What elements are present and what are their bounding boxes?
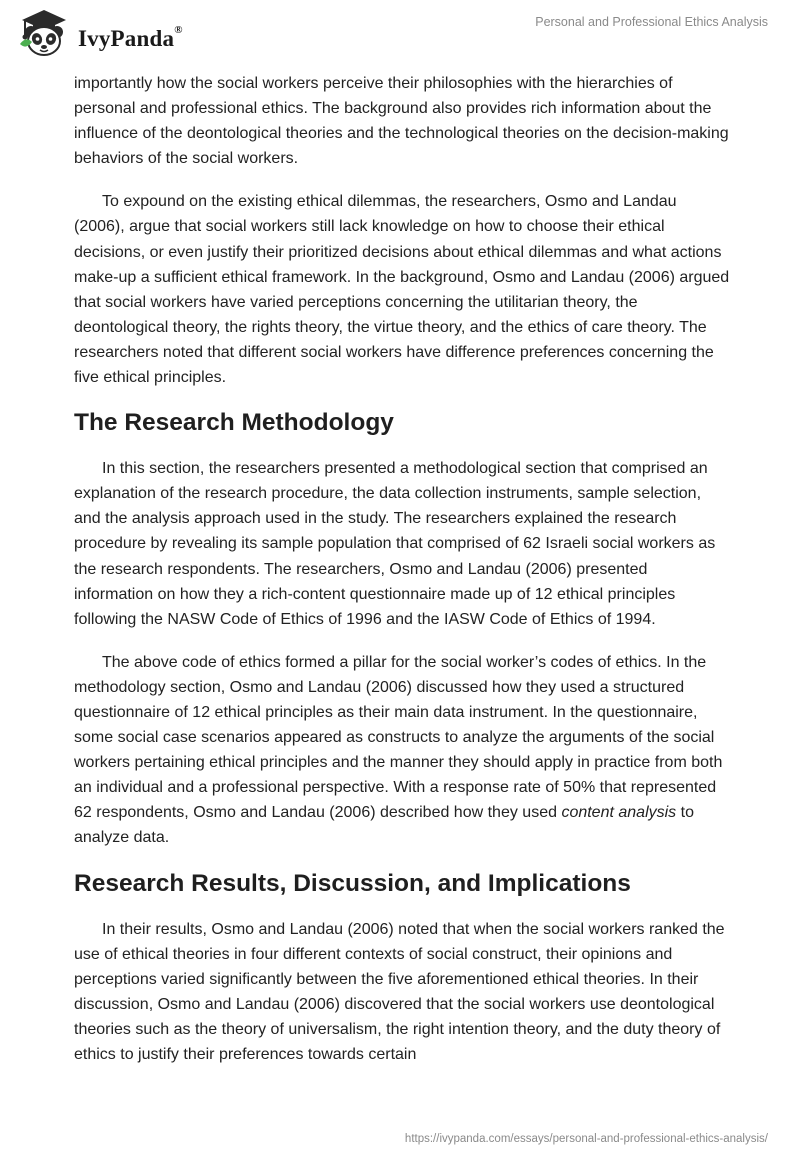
- essay-body: [74, 71, 730, 1085]
- paragraph-5: In their results, Osmo and Landau (2006) noted that when the social workers ranked the use of ethical theories in four different contexts of social construct, their opinions and perceptions varied significantly between the five aforementioned ethical theories. In their discussion, Osmo and Landau (2006) discovered that the social workers use deontological theories such as the theory of universalism, the right intention theory, and the duty theory of ethics to justify their preferences towards certain: [74, 920, 725, 1063]
- paragraph-4-text-b: to analyze data.: [74, 804, 694, 847]
- paragraph-4: [74, 650, 730, 851]
- paragraph-4-text-a: The above code of ethics formed a pillar for the social worker’s codes of ethics. In the methodology section, Osmo and Landau (2006) discussed how they used a structured questionnaire of 12 ethical principles as their main data instrument. In the questionnaire, some social case scenarios appeared as constructs to analyze the arguments of the social workers pertaining ethical principles and the manner they should apply in practice from both an individual and a professional perspective. With a response rate of 50% that represented 62 respondents, Osmo and Landau (2006) described how they used: [74, 653, 723, 822]
- document-title: Personal and Professional Ethics Analysis: [535, 15, 768, 29]
- panda-graduate-icon: [16, 6, 72, 62]
- paragraph-1: importantly how the social workers perceive their philosophies with the hierarchies of personal and professional ethics. The background also provides rich information about the influence of the deontological theories and the technological theories on the decision-making behaviors of the social workers.: [74, 75, 729, 168]
- source-url[interactable]: https://ivypanda.com/essays/personal-and-professional-ethics-analysis/: [404, 1133, 768, 1145]
- paragraph-4-emphasis: content analysis: [561, 804, 677, 822]
- paragraph-2: To expound on the existing ethical dilemmas, the researchers, Osmo and Landau (2006), argue that social workers still lack knowledge on how to choose their ethical decisions, or even justify their prioritized decisions about ethical dilemmas and what actions make-up a sufficient ethical framework. In the background, Osmo and Landau (2006) argued that social workers have varied perceptions concerning the utilitarian theory, the deontological theory, the rights theory, the virtue theory, and the ethics of care theory. The researchers noted that different social workers have difference preferences concerning the five ethical principles.: [74, 193, 730, 387]
- ivypanda-logo[interactable]: [16, 6, 216, 62]
- section-heading-results: Research Results, Discussion, and Implications: [74, 869, 631, 897]
- paragraph-3: In this section, the researchers presented a methodological section that comprised an explanation of the research procedure, the data collection instruments, sample selection, and the analysis approach used in the study. The researchers explained the research procedure by revealing its sample population that comprised of 62 Israeli social workers as the research respondents. The researchers, Osmo and Landau (2006) presented information on how they a rich-content questionnaire made up of 12 ethical principles following the NASW Code of Ethics of 1996 and the IASW Code of Ethics of 1994.: [74, 460, 716, 628]
- section-heading-methodology: The Research Methodology: [74, 409, 394, 437]
- logo-wordmark: IvyPanda®: [78, 24, 183, 51]
- page-header: [0, 0, 800, 70]
